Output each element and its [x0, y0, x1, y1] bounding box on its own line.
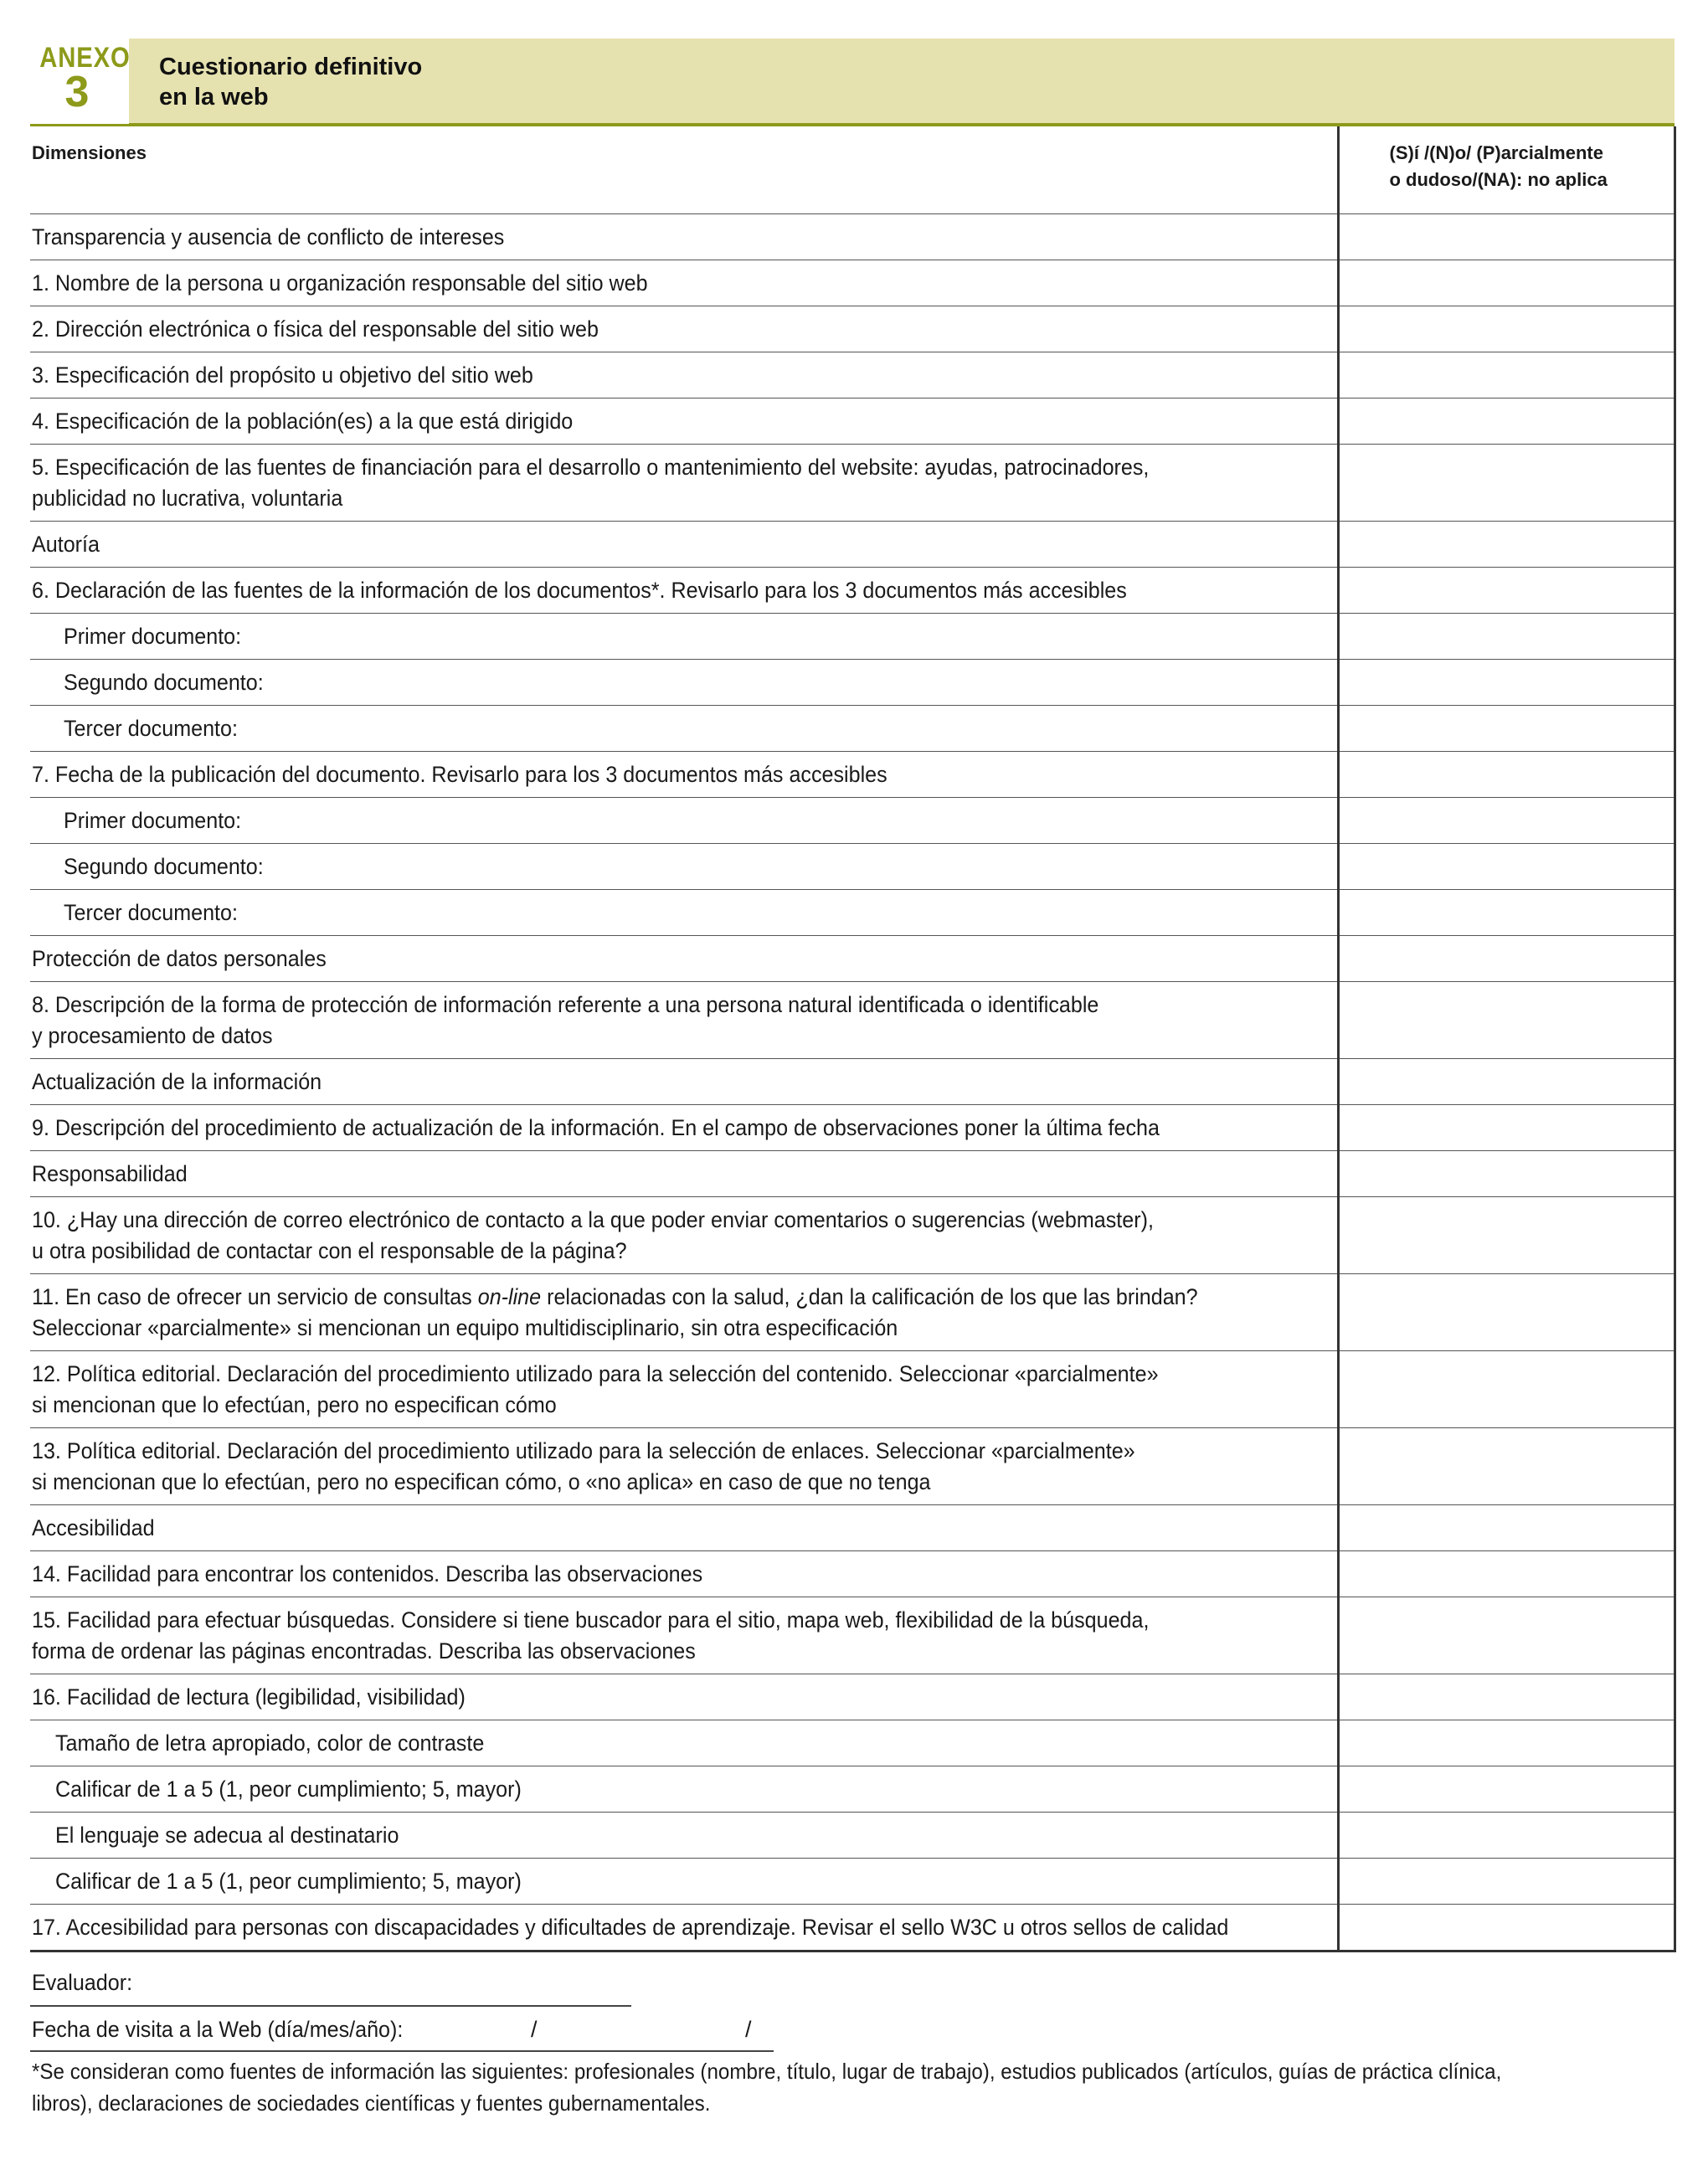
answer-cell[interactable]: [1338, 614, 1675, 660]
question-text: 13. Política editorial. Declaración del procedimiento utilizado para la selección de enlaces. Seleccionar «parcialmente» si mencionan que lo efectúan, pero no especifican cómo, o «no aplica» en caso de que no tenga: [30, 1428, 1338, 1505]
table-row: [30, 1720, 1675, 1766]
answer-cell[interactable]: [1338, 1197, 1675, 1274]
table-row: [30, 568, 1675, 614]
sub-item-text: El lenguaje se adecua al destinatario: [30, 1813, 1338, 1859]
answer-cell[interactable]: [1338, 1551, 1675, 1597]
table-row: [30, 1428, 1675, 1505]
question-text: 7. Fecha de la publicación del documento. Revisarlo para los 3 documentos más accesibles: [30, 752, 1338, 798]
answer-cell[interactable]: [1338, 1674, 1675, 1720]
table-row: [30, 1274, 1675, 1351]
sub-item-text: Primer documento:: [30, 798, 1338, 844]
question-11-part-2: relacionadas con la salud, ¿dan la calificación de los que las brindan?: [541, 1283, 1198, 1309]
table-row: [30, 1905, 1675, 1951]
sub-item-text: Primer documento:: [30, 614, 1338, 660]
question-11-part-1: 11. En caso de ofrecer un servicio de consultas: [32, 1283, 478, 1309]
annex-badge-number: 3: [64, 68, 90, 116]
question-text: 17. Accesibilidad para personas con discapacidades y dificultades de aprendizaje. Revisar el sello W3C u otros sellos de calidad: [30, 1905, 1338, 1951]
page-title: [159, 52, 422, 112]
table-row: [30, 1059, 1675, 1105]
answer-cell[interactable]: [1338, 1274, 1675, 1351]
table-row: [30, 214, 1675, 260]
question-text: 16. Facilidad de lectura (legibilidad, visibilidad): [30, 1674, 1338, 1720]
answer-cell[interactable]: [1338, 1351, 1675, 1428]
table-row: [30, 660, 1675, 706]
column-header-dimensions: Dimensiones: [32, 142, 147, 163]
column-header-answer: [1338, 126, 1675, 214]
question-11-line-2: Seleccionar «parcialmente» si mencionan un equipo multidisciplinario, sin otra especificación: [32, 1314, 898, 1340]
answer-cell[interactable]: [1338, 798, 1675, 844]
table-row: [30, 1105, 1675, 1151]
table-row: [30, 982, 1675, 1059]
table-row: [30, 260, 1675, 306]
section-heading: Responsabilidad: [30, 1151, 1338, 1197]
answer-cell[interactable]: [1338, 214, 1675, 260]
answer-cell[interactable]: [1338, 1059, 1675, 1105]
question-text: 6. Declaración de las fuentes de la información de los documentos*. Revisarlo para los 3 documentos más accesibles: [30, 568, 1338, 614]
table-row: [30, 1813, 1675, 1859]
sub-item-text: Segundo documento:: [30, 844, 1338, 890]
answer-cell[interactable]: [1338, 1151, 1675, 1197]
section-heading: Transparencia y ausencia de conflicto de intereses: [30, 214, 1338, 260]
answer-cell[interactable]: [1338, 1905, 1675, 1951]
question-text: 12. Política editorial. Declaración del procedimiento utilizado para la selección del contenido. Seleccionar «parcialmente» si mencionan que lo efectúan, pero no especifican cómo: [30, 1351, 1338, 1428]
question-text: 10. ¿Hay una dirección de correo electrónico de contacto a la que poder enviar comentarios o sugerencias (webmaster), u otra posibilidad de contactar con el responsable de la página?: [30, 1197, 1338, 1274]
question-text: 3. Especificación del propósito u objetivo del sitio web: [30, 352, 1338, 399]
question-text: 1. Nombre de la persona u organización responsable del sitio web: [30, 260, 1338, 306]
answer-cell[interactable]: [1338, 660, 1675, 706]
table-row: [30, 1351, 1675, 1428]
answer-cell[interactable]: [1338, 1859, 1675, 1905]
table-row: [30, 1197, 1675, 1274]
question-text: 5. Especificación de las fuentes de financiación para el desarrollo o mantenimiento del website: ayudas, patrocinadores, publicidad no lucrativa, voluntaria: [30, 445, 1338, 522]
answer-cell[interactable]: [1338, 844, 1675, 890]
table-row: [30, 890, 1675, 936]
evaluator-field-line[interactable]: [30, 2005, 631, 2007]
table-row: [30, 352, 1675, 399]
answer-cell[interactable]: [1338, 260, 1675, 306]
table-row: [30, 706, 1675, 752]
sub-item-text: Tamaño de letra apropiado, color de contraste: [30, 1720, 1338, 1766]
answer-cell[interactable]: [1338, 752, 1675, 798]
answer-cell[interactable]: [1338, 982, 1675, 1059]
column-header-answer-line-2: o dudoso/(NA): no aplica: [1389, 169, 1608, 190]
page-title-line-2: en la web: [159, 84, 269, 111]
answer-cell[interactable]: [1338, 1720, 1675, 1766]
column-header-answer-line-1: (S)í /(N)o/ (P)arcialmente: [1389, 142, 1603, 163]
section-heading: Actualización de la información: [30, 1059, 1338, 1105]
answer-cell[interactable]: [1338, 1597, 1675, 1674]
answer-cell[interactable]: [1338, 1505, 1675, 1551]
answer-cell[interactable]: [1338, 1813, 1675, 1859]
question-text: 15. Facilidad para efectuar búsquedas. Considere si tiene buscador para el sitio, mapa web, flexibilidad de la búsqueda, forma de ordenar las páginas encontradas. Describa las observaciones: [30, 1597, 1338, 1674]
table-row: [30, 1505, 1675, 1551]
answer-cell[interactable]: [1338, 399, 1675, 445]
table-row: [30, 844, 1675, 890]
table-row: [30, 936, 1675, 982]
evaluator-label: Evaluador:: [32, 1970, 133, 1995]
section-heading: Autoría: [30, 522, 1338, 568]
annex-badge-word: ANEXO: [39, 42, 131, 74]
answer-cell[interactable]: [1338, 1428, 1675, 1505]
table-row: [30, 445, 1675, 522]
questionnaire-table: [30, 126, 1676, 1952]
table-row: [30, 1766, 1675, 1813]
question-text: 8. Descripción de la forma de protección de información referente a una persona natural identificada o identificable y procesamiento de datos: [30, 982, 1338, 1059]
question-text: 9. Descripción del procedimiento de actualización de la información. En el campo de observaciones poner la última fecha: [30, 1105, 1338, 1151]
answer-cell[interactable]: [1338, 1105, 1675, 1151]
visit-date-field-line[interactable]: [30, 2050, 774, 2052]
answer-cell[interactable]: [1338, 306, 1675, 352]
footnote: *Se consideran como fuentes de información las siguientes: profesionales (nombre, título, lugar de trabajo), estudios publicados (artículos, guías de práctica clínica, libros), declaraciones de sociedades científicas y fuentes gubernamentales.: [32, 2059, 1502, 2116]
answer-cell[interactable]: [1338, 1766, 1675, 1813]
table-row: [30, 306, 1675, 352]
sub-item-text: Tercer documento:: [30, 706, 1338, 752]
table-row: [30, 1151, 1675, 1197]
answer-cell[interactable]: [1338, 936, 1675, 982]
table-row: [30, 522, 1675, 568]
question-text: 4. Especificación de la población(es) a la que está dirigido: [30, 399, 1338, 445]
table-row: [30, 752, 1675, 798]
table-row: [30, 1859, 1675, 1905]
question-text: 2. Dirección electrónica o física del responsable del sitio web: [30, 306, 1338, 352]
sub-item-text: Segundo documento:: [30, 660, 1338, 706]
table-row: [30, 399, 1675, 445]
question-text: 14. Facilidad para encontrar los contenidos. Describa las observaciones: [30, 1551, 1338, 1597]
table-row: [30, 1551, 1675, 1597]
answer-cell[interactable]: [1338, 522, 1675, 568]
table-row: [30, 614, 1675, 660]
answer-cell[interactable]: [1338, 568, 1675, 614]
table-row: [30, 1597, 1675, 1674]
sub-item-text: Calificar de 1 a 5 (1, peor cumplimiento; 5, mayor): [30, 1859, 1338, 1905]
table-row: [30, 798, 1675, 844]
answer-cell[interactable]: [1338, 445, 1675, 522]
table-row: [30, 1674, 1675, 1720]
date-separator-2: /: [745, 2017, 752, 2042]
question-text: [30, 1274, 1338, 1351]
visit-date-label: Fecha de visita a la Web (día/mes/año):: [32, 2017, 404, 2042]
table-header-row: [30, 126, 1675, 214]
answer-cell[interactable]: [1338, 890, 1675, 936]
question-11-italic: on-line: [477, 1283, 542, 1309]
section-heading: Accesibilidad: [30, 1505, 1338, 1551]
answer-cell[interactable]: [1338, 706, 1675, 752]
date-separator-1: /: [531, 2017, 538, 2042]
answer-cell[interactable]: [1338, 352, 1675, 399]
page-title-line-1: Cuestionario definitivo: [159, 54, 423, 80]
sub-item-text: Tercer documento:: [30, 890, 1338, 936]
sub-item-text: Calificar de 1 a 5 (1, peor cumplimiento; 5, mayor): [30, 1766, 1338, 1813]
section-heading: Protección de datos personales: [30, 936, 1338, 982]
